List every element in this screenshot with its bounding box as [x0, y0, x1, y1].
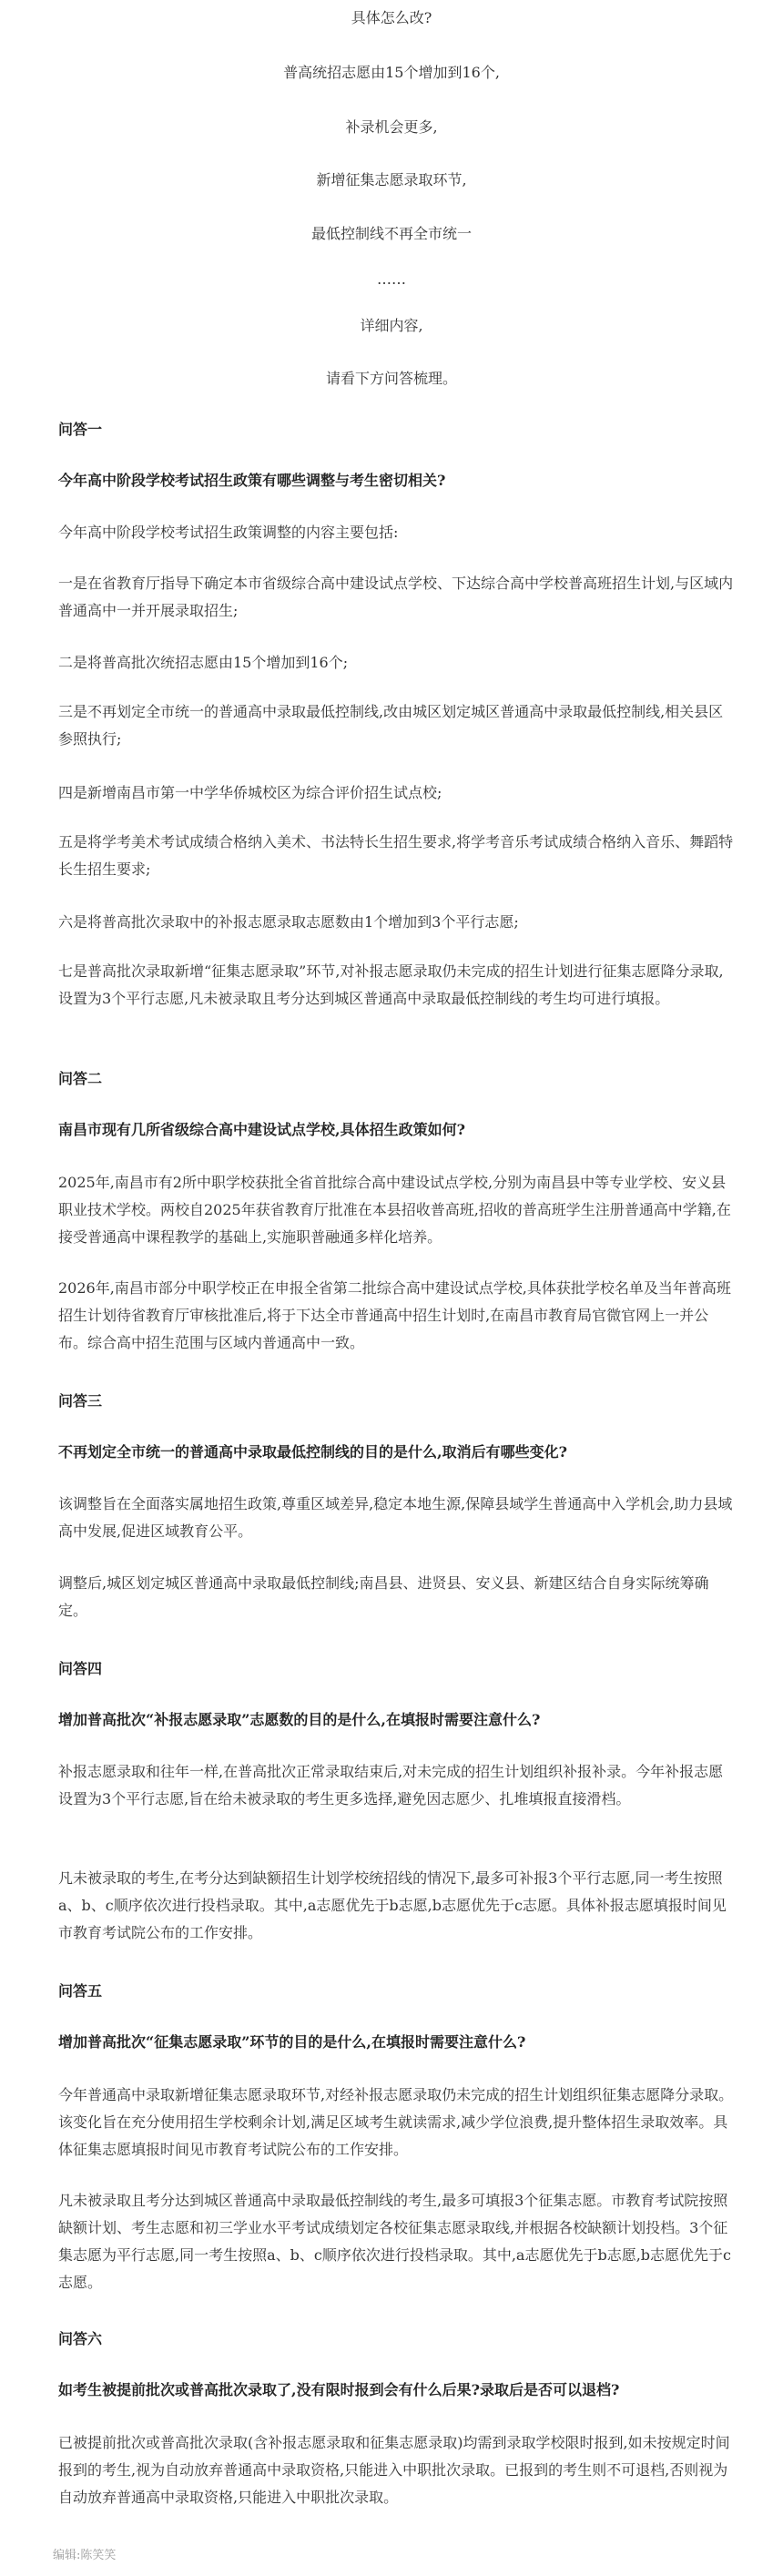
intro-line: 详细内容, — [360, 317, 423, 334]
paragraph: 调整后,城区划定城区普通高中录取最低控制线;南昌县、进贤县、安义县、新建区结合自身实际统筹确定。 — [58, 1574, 709, 1619]
paragraph: 六是将普高批次录取中的补报志愿录取志愿数由1个增加到3个平行志愿; — [58, 913, 519, 931]
question: 今年高中阶段学校考试招生政策有哪些调整与考生密切相关? — [58, 472, 446, 489]
paragraph: 凡未被录取的考生,在考分达到缺额招生计划学校统招线的情况下,最多可补报3个平行志愿,同一考生按照a、b、c顺序依次进行投档录取。其中,a志愿优先于b志愿,b志愿优先于c志愿。具体补报志愿填报时间见市教育考试院公布的工作安排。 — [58, 1869, 727, 1941]
question: 增加普高批次“征集志愿录取”环节的目的是什么,在填报时需要注意什么? — [58, 2033, 526, 2051]
section-heading: 问答二 — [58, 1070, 103, 1087]
section-heading: 问答四 — [58, 1660, 103, 1677]
paragraph: 2025年,南昌市有2所中职学校获批全省首批综合高中建设试点学校,分别为南昌县中等专业学校、安义县职业技术学校。两校自2025年获省教育厅批准在本县招收普高班,招收的普高班学生注册普通高中学籍,在接受普通高中课程教学的基础上,实施职普融通多样化培养。 — [58, 1174, 731, 1246]
paragraph: 补报志愿录取和往年一样,在普高批次正常录取结束后,对未完成的招生计划组织补报补录。今年补报志愿设置为3个平行志愿,旨在给未被录取的考生更多选择,避免因志愿少、扎堆填报直接滑档。 — [58, 1763, 724, 1807]
intro-line: 补录机会更多, — [345, 118, 438, 136]
paragraph: 该调整旨在全面落实属地招生政策,尊重区域差异,稳定本地生源,保障县域学生普通高中入学机会,助力县域高中发展,促进区域教育公平。 — [58, 1495, 733, 1540]
section-heading: 问答六 — [58, 2330, 103, 2347]
paragraph: 今年高中阶段学校考试招生政策调整的内容主要包括: — [58, 524, 399, 541]
section-heading: 问答五 — [58, 1982, 103, 2000]
question: 不再划定全市统一的普通高中录取最低控制线的目的是什么,取消后有哪些变化? — [58, 1443, 567, 1461]
paragraph: 七是普高批次录取新增“征集志愿录取”环节,对补报志愿录取仍未完成的招生计划进行征集志愿降分录取,设置为3个平行志愿,凡未被录取且考分达到城区普通高中录取最低控制线的考生均可进行填报。 — [58, 962, 724, 1007]
intro-line: 请看下方问答梳理。 — [325, 370, 457, 387]
question: 南昌市现有几所省级综合高中建设试点学校,具体招生政策如何? — [58, 1121, 465, 1138]
editor-credit: 编辑:陈笑笑 — [53, 2549, 117, 2562]
paragraph: 凡未被录取且考分达到城区普通高中录取最低控制线的考生,最多可填报3个征集志愿。市教育考试院按照缺额计划、考生志愿和初三学业水平考试成绩划定各校征集志愿录取线,并根据各校缺额计划投档。3个征集志愿为平行志愿,同一考生按照a、b、c顺序依次进行投档录取。其中,a志愿优先于b志愿,b志愿优先于c志愿。 — [58, 2192, 731, 2291]
intro-line: 普高统招志愿由15个增加到16个, — [283, 64, 500, 81]
paragraph: 三是不再划定全市统一的普通高中录取最低控制线,改由城区划定城区普通高中录取最低控制线,相关县区参照执行; — [58, 703, 724, 748]
intro-line: 新增征集志愿录取环节, — [316, 171, 467, 188]
section-heading: 问答三 — [58, 1392, 103, 1410]
paragraph: 四是新增南昌市第一中学华侨城校区为综合评价招生试点校; — [58, 784, 442, 801]
question: 如考生被提前批次或普高批次录取了,没有限时报到会有什么后果?录取后是否可以退档? — [58, 2381, 620, 2398]
intro-line: …… — [377, 270, 406, 288]
intro-line: 最低控制线不再全市统一 — [310, 225, 472, 242]
paragraph: 五是将学考美术考试成绩合格纳入美术、书法特长生招生要求,将学考音乐考试成绩合格纳入音乐、舞蹈特长生招生要求; — [58, 833, 734, 878]
paragraph: 今年普通高中录取新增征集志愿录取环节,对经补报志愿录取仍未完成的招生计划组织征集志愿降分录取。该变化旨在充分使用招生学校剩余计划,满足区域考生就读需求,减少学位浪费,提升整体招生录取效率。具体征集志愿填报时间见市教育考试院公布的工作安排。 — [58, 2086, 734, 2158]
paragraph: 已被提前批次或普高批次录取(含补报志愿录取和征集志愿录取)均需到录取学校限时报到,如未按规定时间报到的考生,视为自动放弃普通高中录取资格,只能进入中职批次录取。已报到的考生则不可退档,否则视为自动放弃普通高中录取资格,只能进入中职批次录取。 — [58, 2434, 730, 2506]
intro-line: 具体怎么改? — [351, 9, 432, 26]
section-heading: 问答一 — [58, 421, 103, 438]
paragraph: 2026年,南昌市部分中职学校正在申报全省第二批综合高中建设试点学校,具体获批学校名单及当年普高班招生计划待省教育厅审核批准后,将于下达全市普通高中招生计划时,在南昌市教育局官微官网上一并公布。综合高中招生范围与区域内普通高中一致。 — [58, 1279, 731, 1351]
paragraph: 一是在省教育厅指导下确定本市省级综合高中建设试点学校、下达综合高中学校普高班招生计划,与区域内普通高中一并开展录取招生; — [58, 575, 734, 619]
paragraph: 二是将普高批次统招志愿由15个增加到16个; — [58, 654, 349, 671]
question: 增加普高批次“补报志愿录取”志愿数的目的是什么,在填报时需要注意什么? — [58, 1711, 541, 1728]
